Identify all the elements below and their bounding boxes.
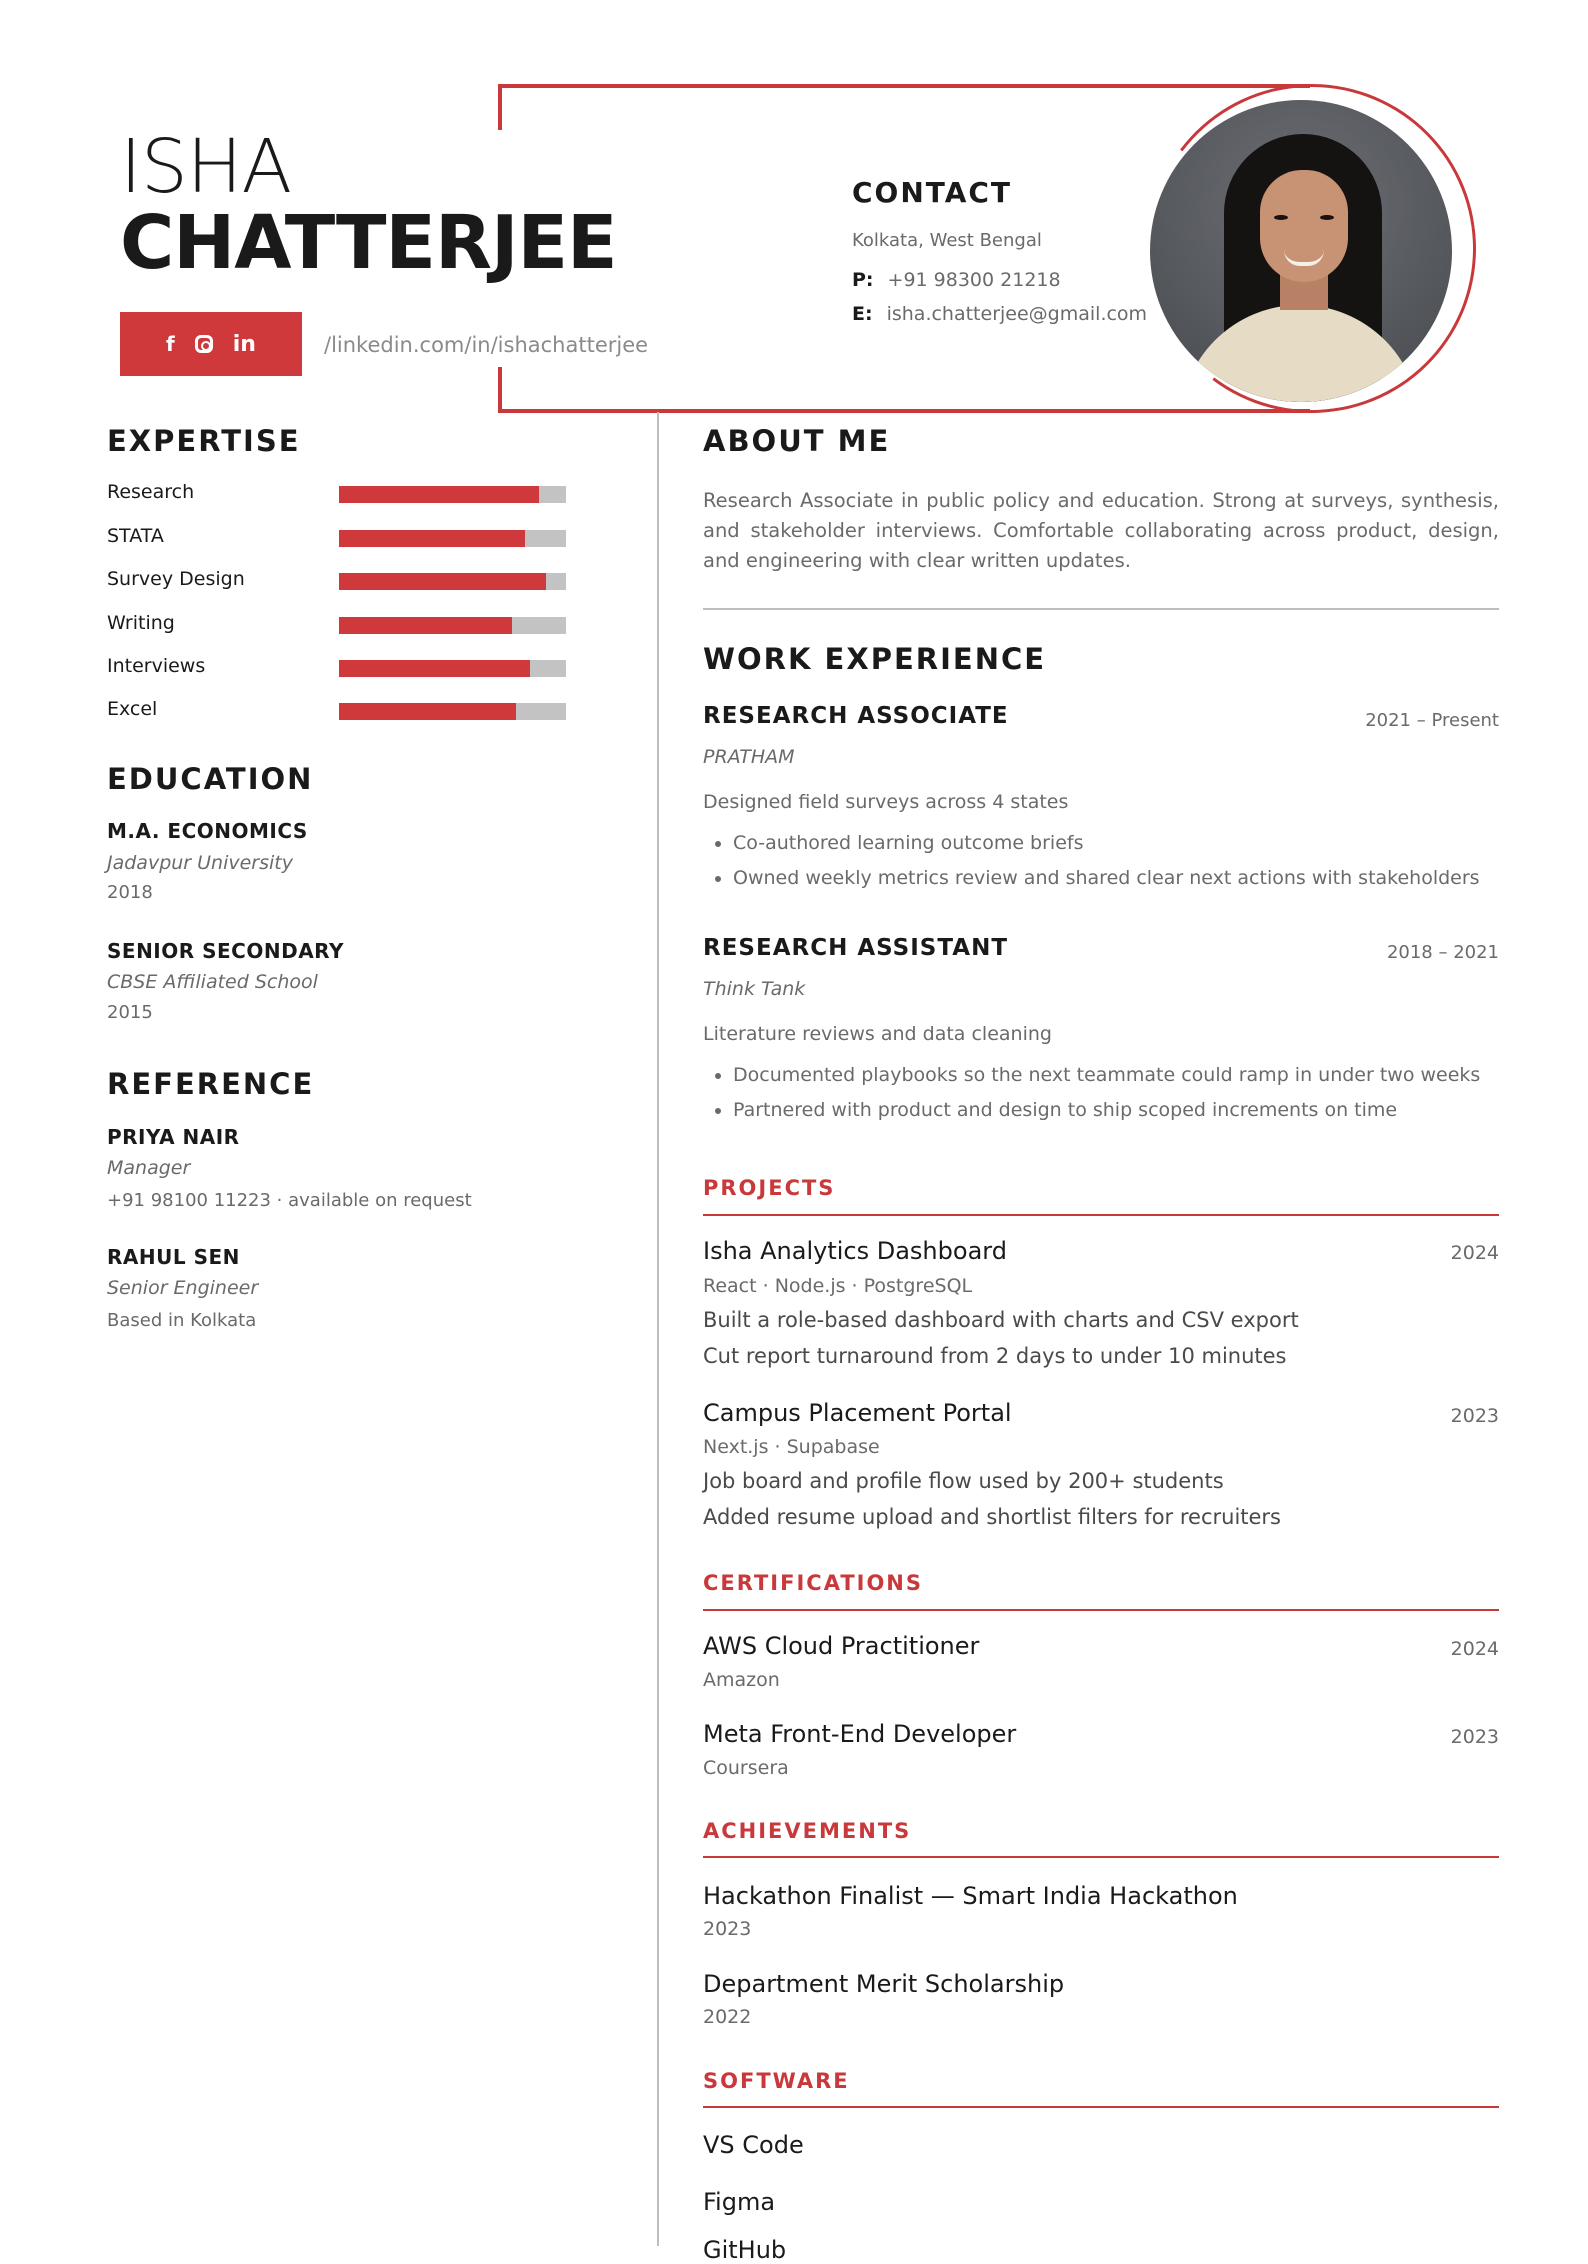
project-line: Built a role-based dashboard with charts and CSV export — [703, 1308, 1299, 1332]
about-title: ABOUT ME — [703, 424, 891, 458]
first-name: ISHA — [120, 124, 292, 210]
achievement-name: Hackathon Finalist — Smart India Hackathon — [703, 1882, 1238, 1910]
project-stack: React · Node.js · PostgreSQL — [703, 1275, 973, 1297]
education-degree: SENIOR SECONDARY — [107, 939, 344, 963]
reference-name: RAHUL SEN — [107, 1245, 240, 1269]
software-rule — [703, 2106, 1499, 2108]
list-item: • Documented playbooks so the next teammate could ramp in under two weeks — [733, 1058, 1480, 1093]
contact-email[interactable]: isha.chatterjee@gmail.com — [886, 303, 1148, 325]
linkedin-icon[interactable]: in — [232, 331, 256, 357]
list-item: • Owned weekly metrics review and shared clear next actions with stakeholders — [733, 861, 1480, 896]
profile-photo — [1150, 100, 1452, 402]
contact-title: CONTACT — [852, 176, 1013, 209]
project-line: Added resume upload and shortlist filters for recruiters — [703, 1505, 1282, 1529]
achievement-name: Department Merit Scholarship — [703, 1970, 1065, 1998]
job-org: PRATHAM — [703, 746, 795, 768]
cert-issuer: Coursera — [703, 1757, 789, 1779]
reference-detail: +91 98100 11223 · available on request — [107, 1190, 472, 1211]
education-year: 2018 — [107, 882, 153, 903]
certifications-rule — [703, 1609, 1499, 1611]
column-divider — [657, 412, 659, 2246]
achievement-year: 2023 — [703, 1918, 752, 1940]
skill-label: Writing — [107, 612, 175, 634]
reference-role: Manager — [107, 1157, 191, 1179]
achievements-rule — [703, 1856, 1499, 1858]
education-title: EDUCATION — [107, 762, 314, 796]
reference-name: PRIYA NAIR — [107, 1125, 240, 1149]
skill-bar — [339, 660, 566, 677]
list-item: • Co-authored learning outcome briefs — [733, 826, 1480, 861]
job-desc: Literature reviews and data cleaning — [703, 1023, 1052, 1045]
software-item: VS Code — [703, 2131, 804, 2159]
skill-bar — [339, 573, 566, 590]
achievements-title: ACHIEVEMENTS — [703, 1819, 912, 1843]
skill-label: Survey Design — [107, 568, 245, 590]
last-name: CHATTERJEE — [120, 200, 617, 286]
job-bullets — [703, 1058, 1480, 1128]
project-stack: Next.js · Supabase — [703, 1436, 880, 1458]
education-year: 2015 — [107, 1002, 153, 1023]
cert-year: 2024 — [1450, 1638, 1499, 1660]
header-frame-bottom — [500, 409, 1310, 413]
job-dates: 2021 – Present — [1365, 710, 1499, 731]
expertise-title: EXPERTISE — [107, 424, 301, 458]
project-year: 2024 — [1450, 1242, 1499, 1264]
facebook-icon[interactable]: f — [166, 332, 175, 356]
reference-role: Senior Engineer — [107, 1277, 259, 1299]
education-degree: M.A. ECONOMICS — [107, 819, 308, 843]
work-title: WORK EXPERIENCE — [703, 642, 1047, 676]
job-dates: 2018 – 2021 — [1386, 942, 1499, 963]
skill-label: STATA — [107, 525, 164, 547]
project-line: Cut report turnaround from 2 days to under 10 minutes — [703, 1344, 1287, 1368]
contact-email-row — [852, 303, 1147, 325]
about-text: Research Associate in public policy and education. Strong at surveys, synthesis, and stakeholder interviews. Comfortable collaborating across product, design, and engineering with clear written updates. — [703, 489, 1499, 572]
cert-name: AWS Cloud Practitioner — [703, 1632, 980, 1660]
job-bullets — [703, 826, 1480, 896]
projects-rule — [703, 1214, 1499, 1216]
contact-phone[interactable]: +91 98300 21218 — [887, 269, 1061, 291]
job-desc: Designed field surveys across 4 states — [703, 791, 1069, 813]
reference-detail: Based in Kolkata — [107, 1310, 257, 1331]
cert-name: Meta Front-End Developer — [703, 1720, 1017, 1748]
email-label: E: — [852, 303, 873, 325]
header-frame-left-top — [498, 84, 502, 130]
project-line: Job board and profile flow used by 200+ students — [703, 1469, 1224, 1493]
skill-label: Excel — [107, 698, 158, 720]
project-year: 2023 — [1450, 1405, 1499, 1427]
cert-issuer: Amazon — [703, 1669, 780, 1691]
certifications-title: CERTIFICATIONS — [703, 1571, 924, 1595]
skill-label: Interviews — [107, 655, 206, 677]
skill-bar — [339, 530, 566, 547]
phone-label: P: — [852, 269, 874, 291]
about-divider — [703, 608, 1499, 610]
social-bar — [120, 312, 302, 376]
skill-bar — [339, 486, 566, 503]
achievement-year: 2022 — [703, 2006, 752, 2028]
cert-year: 2023 — [1450, 1726, 1499, 1748]
skill-bar — [339, 617, 566, 634]
contact-phone-row — [852, 269, 1061, 291]
job-title: RESEARCH ASSOCIATE — [703, 703, 1009, 729]
software-item: GitHub — [703, 2236, 787, 2264]
skill-label: Research — [107, 481, 195, 503]
list-item: • Partnered with product and design to ship scoped increments on time — [733, 1093, 1480, 1128]
project-name: Isha Analytics Dashboard — [703, 1237, 1007, 1265]
software-item: Figma — [703, 2188, 776, 2216]
instagram-icon[interactable] — [195, 335, 213, 353]
software-title: SOFTWARE — [703, 2069, 850, 2093]
job-org: Think Tank — [703, 978, 806, 1000]
education-school: CBSE Affiliated School — [107, 971, 318, 993]
project-name: Campus Placement Portal — [703, 1399, 1012, 1427]
reference-title: REFERENCE — [107, 1067, 315, 1101]
projects-title: PROJECTS — [703, 1176, 836, 1200]
header-frame-top — [500, 84, 1310, 88]
header-frame-left-bottom — [498, 367, 502, 413]
job-title: RESEARCH ASSISTANT — [703, 935, 1009, 961]
linkedin-url[interactable]: /linkedin.com/in/ishachatterjee — [324, 333, 649, 357]
contact-location: Kolkata, West Bengal — [852, 230, 1042, 251]
education-school: Jadavpur University — [107, 852, 293, 874]
skill-bar — [339, 703, 566, 720]
